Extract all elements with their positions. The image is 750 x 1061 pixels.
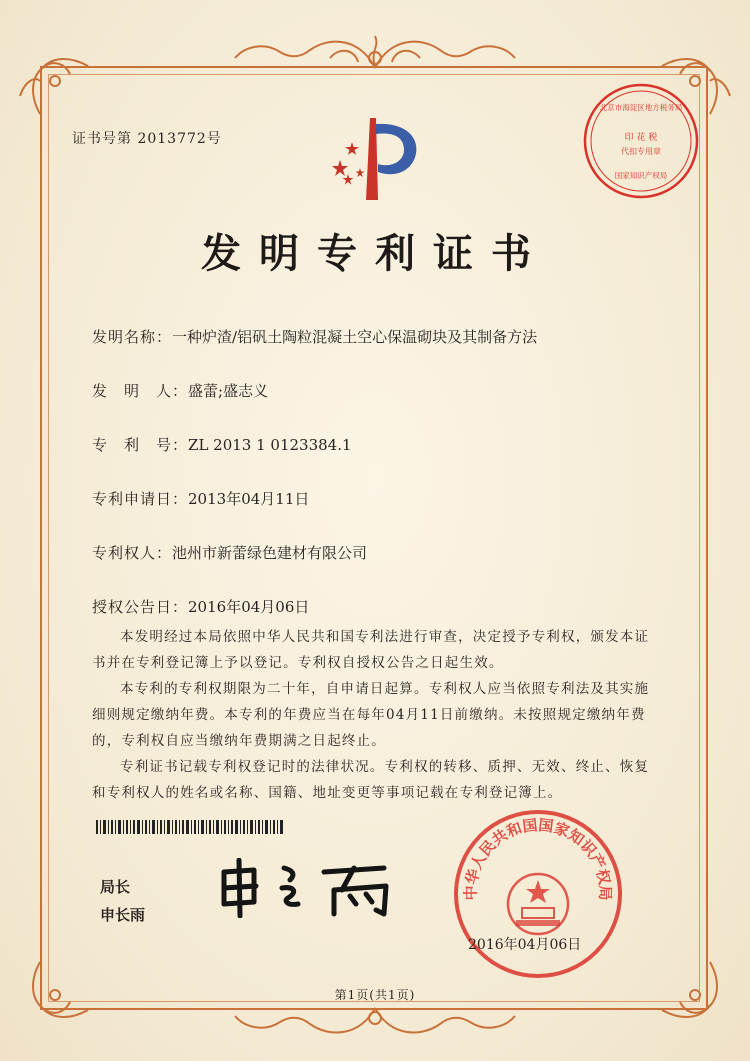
corner-ornament-top-left [10, 36, 90, 116]
page-info: 第1页(共1页) [334, 988, 416, 1002]
official-seal [452, 808, 624, 980]
invention-name-label: 发明名称： [92, 328, 173, 346]
inventor-label: 发 明 人： [92, 382, 189, 400]
filing-date-row [92, 488, 309, 509]
patent-holder-value: 池州市新蕾绿色建材有限公司 [172, 544, 368, 562]
certificate-number [72, 128, 222, 148]
paragraph-legal-status: 专利证书记载专利权登记时的法律状况。专利权的转移、质押、无效、终止、恢复和专利权人的姓名或名称、国籍、地址变更等事项记载在专利登记簿上。 [92, 759, 650, 801]
svg-text:国家知识产权局: 国家知识产权局 [614, 171, 668, 180]
svg-text:印 花 税: 印 花 税 [624, 133, 658, 143]
patent-holder-row [92, 542, 367, 563]
grant-date-value: 2016年04月06日 [188, 598, 310, 616]
handwritten-signature [214, 858, 404, 918]
invention-name-value: 一种炉渣/铝矾土陶粒混凝土空心保温砌块及其制备方法 [172, 328, 538, 346]
tax-stamp-seal [582, 82, 700, 200]
barcode [96, 820, 284, 834]
certificate-title: 发明专利证书 [201, 230, 549, 277]
certificate-number-label: 证书号第 [72, 131, 132, 147]
paragraph-term-statement: 本专利的专利权期限为二十年，自申请日起算。专利权人应当依照专利法及其实施细则规定缴纳年费。本专利的年费应当在每年04月11日前缴纳。未按照规定缴纳年费的，专利权自应当缴纳年费期满之日起终止。 [92, 681, 650, 749]
director-name: 申长雨 [100, 906, 146, 924]
inventor-row [92, 380, 268, 401]
svg-text:中华人民共和国国家知识产权局: 中华人民共和国国家知识产权局 [461, 816, 615, 901]
top-ornament [230, 28, 520, 76]
bottom-ornament [230, 1002, 520, 1046]
seal-date: 2016年04月06日 [468, 937, 582, 953]
inventor-value: 盛蕾;盛志义 [188, 382, 269, 400]
patent-holder-label: 专利权人： [92, 544, 173, 562]
patent-office-logo [318, 112, 428, 204]
filing-date-value: 2013年04月11日 [188, 490, 310, 508]
paragraph-grant-statement: 本发明经过本局依照中华人民共和国专利法进行审查，决定授予专利权，颁发本证书并在专利登记簿上予以登记。专利权自授权公告之日起生效。 [92, 629, 650, 671]
patent-number-label: 专 利 号： [92, 436, 189, 454]
patent-number-value: ZL 2013 1 0123384.1 [188, 436, 352, 454]
svg-text:北京市海淀区地方税务局: 北京市海淀区地方税务局 [599, 103, 683, 112]
certificate-number-value: 2013772号 [137, 131, 222, 147]
filing-date-label: 专利申请日： [92, 490, 189, 508]
grant-date-row [92, 596, 309, 617]
director-title: 局长 [100, 878, 131, 896]
svg-text:代扣专用章: 代扣专用章 [621, 147, 661, 156]
invention-name-row [92, 326, 537, 347]
patent-number-row [92, 434, 352, 455]
grant-date-label: 授权公告日： [92, 598, 189, 616]
